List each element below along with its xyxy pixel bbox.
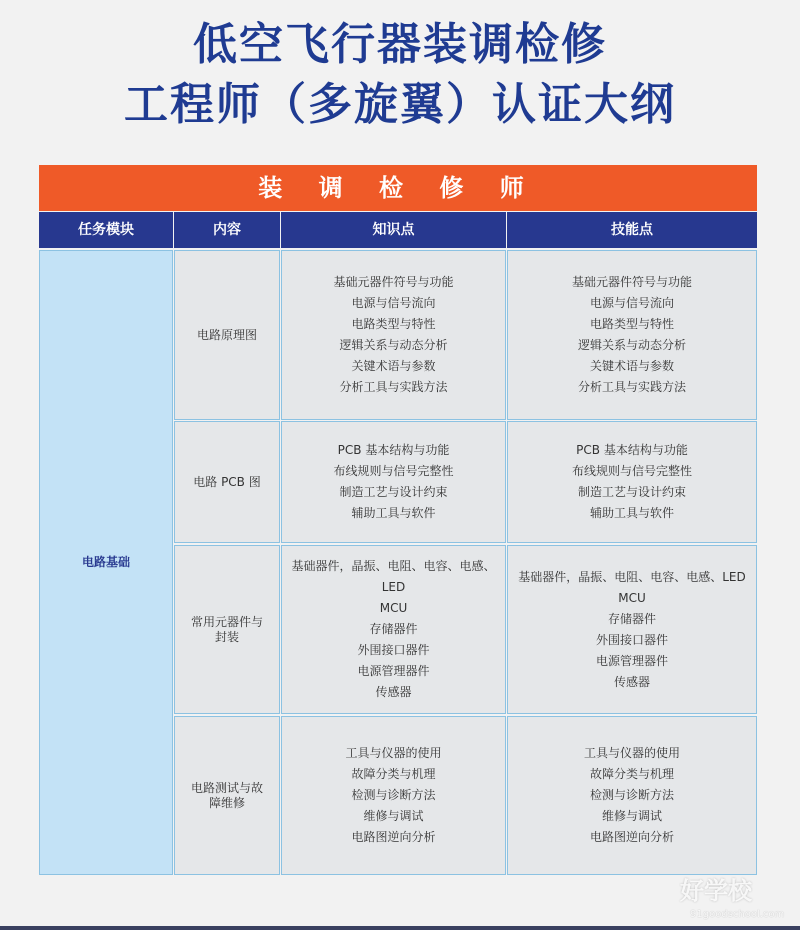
list-item: 工具与仪器的使用 [345,746,442,760]
list-item: 制造工艺与设计约束 [577,485,686,499]
list-item: 工具与仪器的使用 [583,746,680,760]
list-item: 布线规则与信号完整性 [333,464,454,478]
list-item: 存储器件 [369,622,418,636]
list-item: 电路图逆向分析 [589,830,674,844]
list-item: PCB 基本结构与功能 [337,443,450,457]
list-item: 基础元器件符号与功能 [571,275,692,289]
module-cell: 电路基础 [39,250,173,875]
knowledge-cell [281,716,506,875]
list-item: 分析工具与实践方法 [577,380,686,394]
list-item: 关键术语与参数 [589,359,674,373]
list-item: 维修与调试 [363,809,424,823]
list-item: 故障分类与机理 [351,767,436,781]
list-item: 外围接口器件 [595,632,668,647]
list-item: 基础元器件符号与功能 [333,275,454,289]
list-item: 传感器 [613,674,650,689]
content-cell: 电路 PCB 图 [174,421,280,543]
title-line-2: 工程师（多旋翼）认证大纲 [124,79,676,130]
list-item: 逻辑关系与动态分析 [577,338,686,352]
skills-cell [507,421,757,543]
list-item: 存储器件 [607,611,656,626]
header-content: 内容 [174,212,280,248]
skills-cell [507,716,757,875]
list-item: 电源管理器件 [595,653,668,668]
header-knowledge: 知识点 [281,212,506,248]
bottom-strip [0,926,800,930]
list-item: 传感器 [375,685,412,699]
skills-cell [507,545,757,714]
list-item: 电源与信号流向 [351,296,436,310]
list-item: MCU [379,601,408,615]
list-item: 电路类型与特性 [351,317,436,331]
list-item: 检测与诊断方法 [351,788,436,802]
content-cell: 电路测试与故障维修 [174,716,280,875]
list-item: 分析工具与实践方法 [339,380,448,394]
header-skills: 技能点 [507,212,757,248]
watermark-logo: 好学校 [680,877,752,905]
title-line-1: 低空飞行器装调检修 [193,19,607,70]
list-item: 故障分类与机理 [589,767,674,781]
list-item: 关键术语与参数 [351,359,436,373]
list-item: 电源管理器件 [357,664,430,678]
list-item: 外围接口器件 [357,643,430,657]
list-item: 基础器件，晶振、电阻、电容、电感、LED [291,559,496,594]
watermark-url: 91goodschool.com [690,909,785,920]
content-cell: 常用元器件与封装 [174,545,280,714]
knowledge-cell [281,250,506,420]
knowledge-cell [281,545,506,714]
list-item: 电路图逆向分析 [351,830,436,844]
list-item: 电源与信号流向 [589,296,674,310]
content-cell: 电路原理图 [174,250,280,420]
list-item: 布线规则与信号完整性 [571,464,692,478]
list-item: PCB 基本结构与功能 [576,443,688,457]
section-banner: 装 调 检 修 师 [39,165,757,211]
list-item: 辅助工具与软件 [351,506,436,520]
list-item: 检测与诊断方法 [589,788,674,802]
header-module: 任务模块 [39,212,173,248]
list-item: 辅助工具与软件 [589,506,674,520]
knowledge-cell [281,421,506,543]
list-item: 电路类型与特性 [589,317,674,331]
list-item: MCU [618,590,646,605]
skills-cell [507,250,757,420]
list-item: 基础器件，晶振、电阻、电容、电感、LED [518,569,746,584]
list-item: 制造工艺与设计约束 [339,485,448,499]
list-item: 逻辑关系与动态分析 [339,338,448,352]
list-item: 维修与调试 [601,809,662,823]
